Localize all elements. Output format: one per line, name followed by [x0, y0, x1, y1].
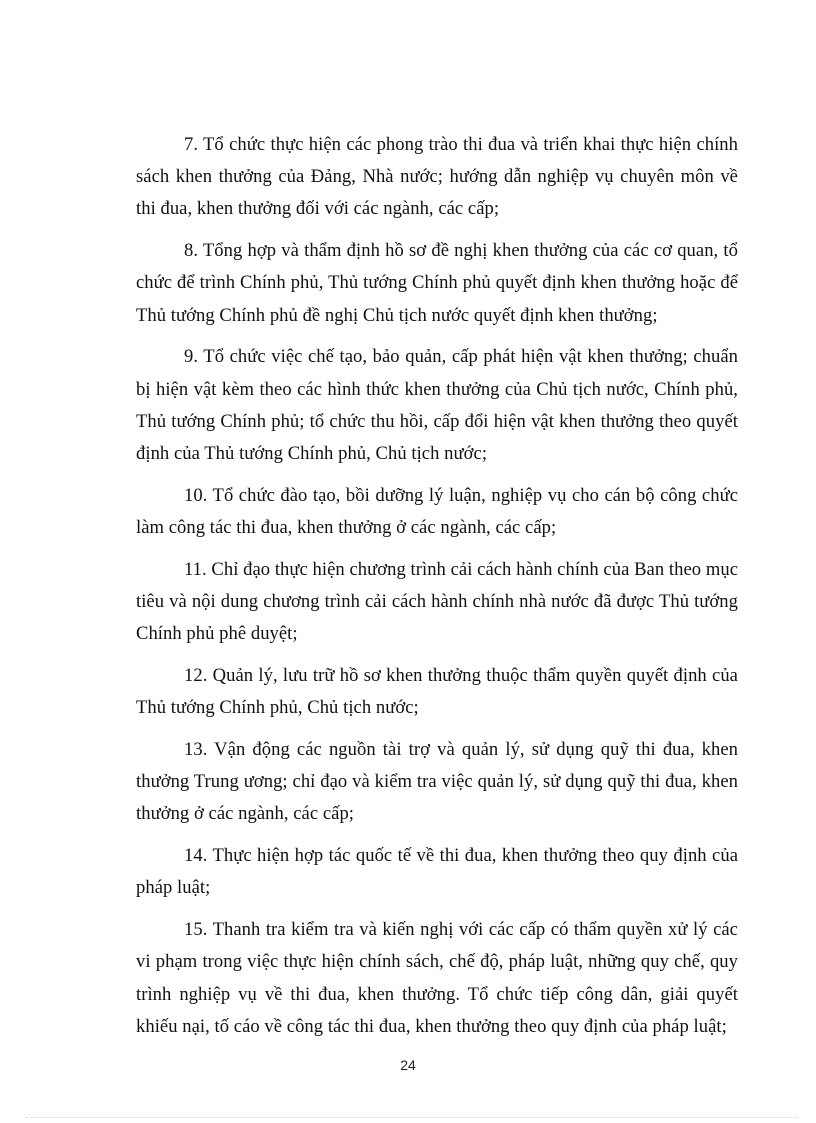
paragraph-item-13: 13. Vận động các nguồn tài trợ và quản lý, sử dụng quỹ thi đua, khen thưởng Trung ương; chỉ đạo và kiểm tra việc quản lý, sử dụng quỹ thi đua, khen thưởng ở các ngành, các cấp;: [136, 739, 738, 825]
paragraph-item-11: 11. Chỉ đạo thực hiện chương trình cải cách hành chính của Ban theo mục tiêu và nội dung chương trình cải cách hành chính nhà nước đã được Thủ tướng Chính phủ phê duyệt;: [136, 558, 738, 645]
paragraph-item-10: 10. Tổ chức đào tạo, bồi dưỡng lý luận, nghiệp vụ cho cán bộ công chức làm công tác thi đua, khen thưởng ở các ngành, các cấp;: [136, 484, 738, 539]
paragraph-item-14: 14. Thực hiện hợp tác quốc tế về thi đua, khen thưởng theo quy định của pháp luật;: [136, 845, 738, 899]
paragraph-item-9: 9. Tổ chức việc chế tạo, bảo quản, cấp phát hiện vật khen thưởng; chuẩn bị hiện vật kèm theo các hình thức khen thưởng của Chủ tịch nước, Chính phủ, Thủ tướng Chính phủ; tổ chức thu hồi, cấp đổi hiện vật khen thưởng theo quyết định của Thủ tướng Chính phủ, Chủ tịch nước;: [136, 346, 738, 465]
document-body: [136, 129, 738, 1053]
paragraph-item-7: 7. Tổ chức thực hiện các phong trào thi đua và triển khai thực hiện chính sách khen thưởng của Đảng, Nhà nước; hướng dẫn nghiệp vụ chuyên môn về thi đua, khen thưởng đối với các ngành, các cấp;: [136, 134, 738, 220]
paragraph-item-15: 15. Thanh tra kiểm tra và kiến nghị với các cấp có thẩm quyền xử lý các vi phạm trong việc thực hiện chính sách, chế độ, pháp luật, những quy chế, quy trình nghiệp vụ về thi đua, khen thưởng. Tổ chức tiếp công dân, giải quyết khiếu nại, tố cáo về công tác thi đua, khen thưởng theo quy định của pháp luật;: [136, 919, 738, 1037]
page-bottom-divider: [26, 1117, 798, 1118]
paragraph-item-12: 12. Quản lý, lưu trữ hồ sơ khen thưởng thuộc thẩm quyền quyết định của Thủ tướng Chính phủ, Chủ tịch nước;: [136, 665, 738, 719]
paragraph-item-8: 8. Tổng hợp và thẩm định hồ sơ đề nghị khen thưởng của các cơ quan, tổ chức để trình Chính phủ, Thủ tướng Chính phủ quyết định khen thưởng hoặc để Thủ tướng Chính phủ đề nghị Chủ tịch nước quyết định khen thưởng;: [136, 240, 738, 326]
page-number: 24: [400, 1057, 416, 1073]
